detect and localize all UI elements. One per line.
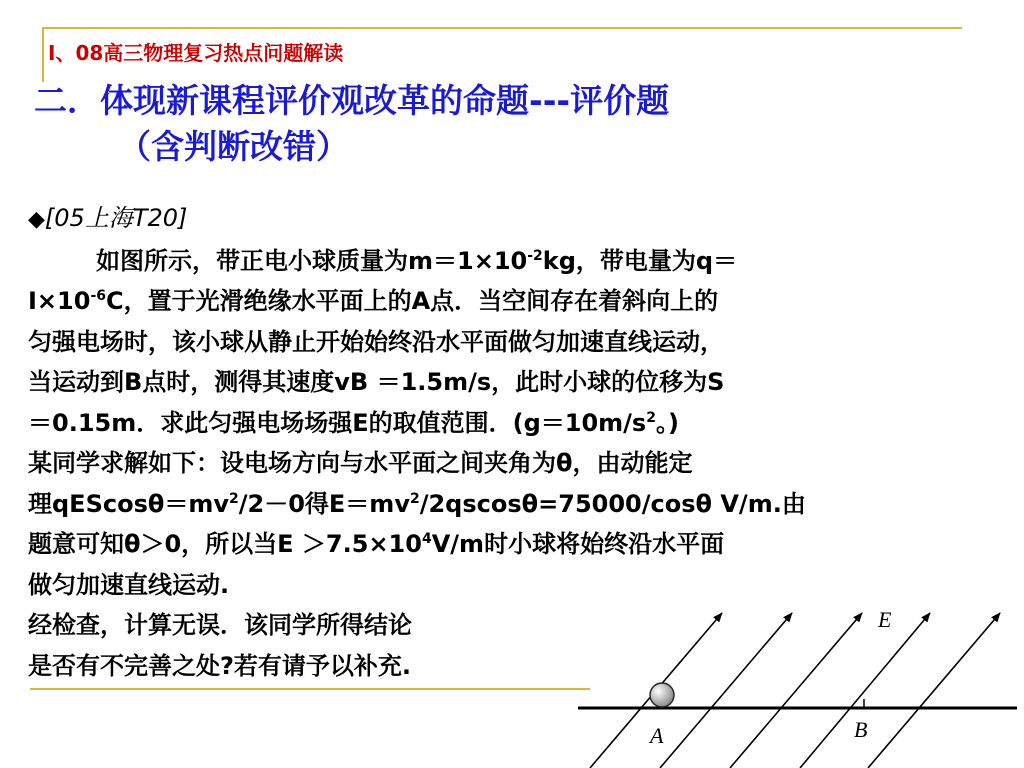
slide-title [34, 78, 669, 170]
title-line-1: 二．体现新课程评价观改革的命题---评价题 [34, 81, 670, 120]
top-divider [42, 27, 962, 29]
field-line [660, 613, 792, 768]
text-segment: V/m时小球将始终沿水平面 [431, 530, 725, 558]
point-b-label: B [854, 717, 868, 742]
charged-ball [650, 683, 674, 707]
text-line-10: 经检查，计算无误．该同学所得结论 [28, 611, 412, 639]
text-line-4: 当运动到B点时，测得其速度vB ＝1.5m/s，此时小球的位移为S [28, 368, 725, 396]
text-segment: 理qEScosθ＝mv [28, 489, 229, 518]
field-line [730, 613, 862, 768]
text-segment: 如图所示，带正电小球质量为m＝1×10 [96, 246, 528, 275]
field-line [868, 613, 1000, 768]
point-a-label: A [650, 723, 664, 748]
text-line-7 [28, 484, 1003, 525]
problem-source: [05上海T20] [44, 204, 188, 232]
text-segment: kg，带电量为q＝ [542, 246, 738, 275]
superscript: 4 [421, 531, 432, 547]
field-label-e: E [878, 607, 892, 632]
electric-field-figure [572, 595, 1024, 768]
text-line-2 [28, 281, 1003, 322]
text-segment: 。) [655, 408, 679, 437]
text-line-11: 是否有不完善之处?若有请予以补充. [28, 651, 412, 680]
bottom-divider [30, 688, 590, 690]
field-line [800, 613, 930, 768]
text-line-6: 某同学求解如下：设电场方向与水平面之间夹角为θ，由动能定 [28, 449, 693, 477]
superscript: 2 [409, 490, 420, 507]
slide-subtitle: Ⅰ、08高三物理复习热点问题解读 [48, 41, 344, 65]
superscript: -6 [90, 288, 106, 304]
superscript: 2 [646, 409, 656, 426]
text-segment: 题意可知θ＞0，所以当E ＞7.5×10 [28, 530, 422, 558]
text-line-5 [28, 403, 1003, 444]
title-line-2: （含判断改错） [118, 127, 349, 166]
diamond-bullet-icon: ◆ [28, 207, 45, 232]
text-segment: C，置于光滑绝缘水平面上的A点．当空间存在着斜向上的 [106, 287, 719, 315]
text-segment: ＝0.15m．求此匀强电场场强E的取值范围．(g＝10m/s [28, 408, 647, 437]
left-divider [42, 27, 44, 82]
superscript: -2 [527, 247, 543, 264]
superscript: 2 [229, 490, 239, 507]
text-line-9: 做匀加速直线运动. [28, 570, 230, 599]
text-segment: /2qscosθ=75000/cosθ V/m.由 [419, 489, 806, 518]
text-line-8 [28, 524, 1003, 565]
text-segment: /2－0得E＝mv [238, 489, 410, 518]
text-line-1 [28, 241, 1003, 282]
text-line-3: 匀强电场时，该小球从静止开始始终沿水平面做匀加速直线运动， [28, 327, 724, 356]
text-segment: Ⅰ×10 [28, 287, 91, 315]
source-line [28, 198, 1003, 241]
